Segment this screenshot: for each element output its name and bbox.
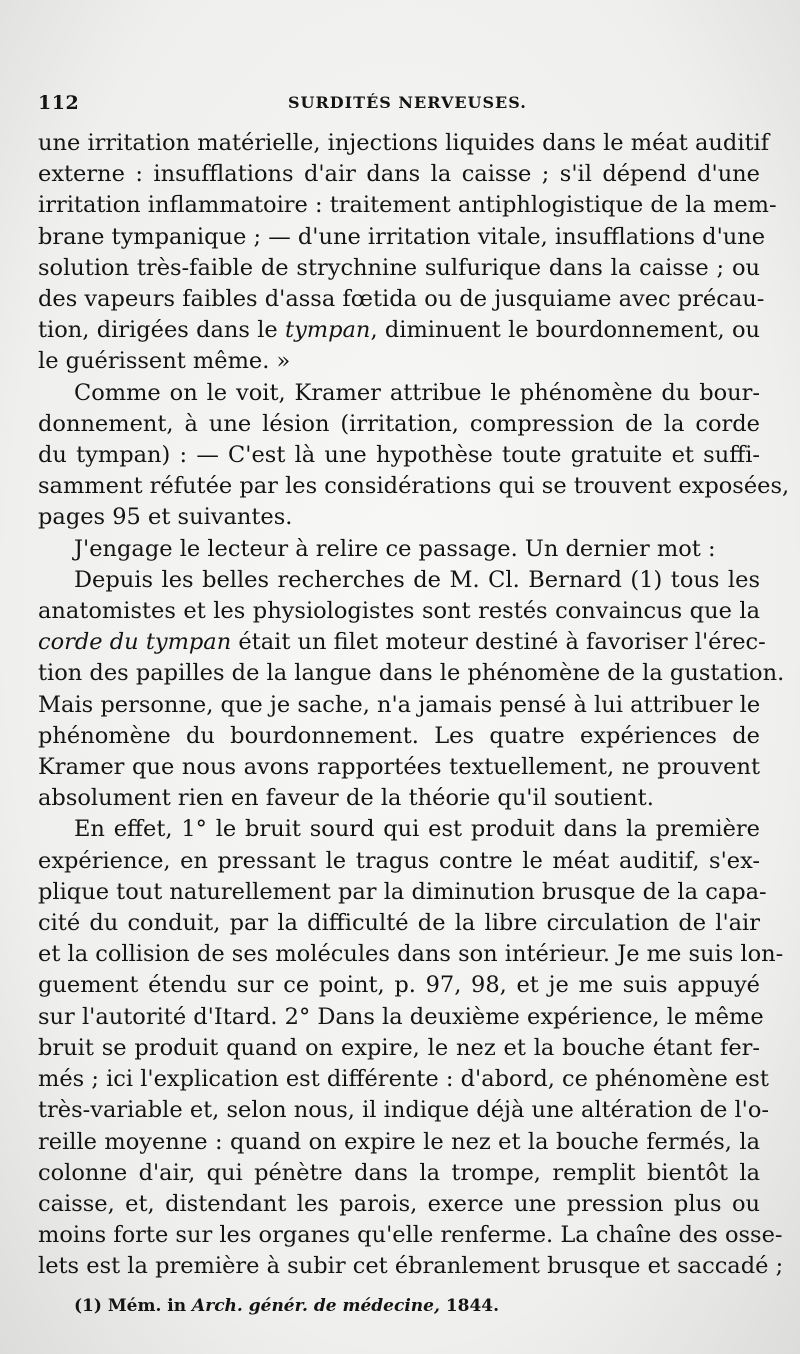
text-line: du tympan) : — C'est là une hypothèse toute gratuite et suffi- — [38, 442, 760, 469]
text-line: cité du conduit, par la difficulté de la libre circulation de l'air — [38, 910, 760, 937]
text-line: solution très-faible de strychnine sulfurique dans la caisse ; ou — [38, 254, 760, 281]
text-line: pages 95 et suivantes. — [38, 504, 293, 531]
text-line: reille moyenne : quand on expire le nez et la bouche fermés, la — [38, 1128, 760, 1155]
text-line: sur l'autorité d'Itard. 2° Dans la deuxième expérience, le même — [38, 1003, 764, 1030]
text-line: anatomistes et les physiologistes sont restés convaincus que la — [38, 598, 760, 625]
text-line: moins forte sur les organes qu'elle renferme. La chaîne des osse- — [38, 1222, 783, 1249]
footnote-journal: Arch. génér. de médecine, — [192, 1296, 440, 1316]
text-line: brane tympanique ; — d'une irritation vitale, insufflations d'une — [38, 223, 766, 250]
text-line: tion, dirigées dans le tympan, diminuent le bourdonnement, ou — [38, 317, 760, 344]
text-line: colonne d'air, qui pénètre dans la trompe, remplit bientôt la — [38, 1159, 760, 1186]
text-line: En effet, 1° le bruit sourd qui est produit dans la première — [74, 816, 760, 843]
page-number: 112 — [38, 92, 80, 114]
text-line: et la collision de ses molécules dans son intérieur. Je me suis lon- — [38, 941, 784, 968]
text-line: Comme on le voit, Kramer attribue le phénomène du bour- — [74, 379, 760, 406]
footnote-marker: (1) Mém. in — [74, 1296, 187, 1316]
text-line: plique tout naturellement par la diminution brusque de la capa- — [38, 878, 767, 905]
text-line: guement étendu sur ce point, p. 97, 98, et je me suis appuyé — [38, 972, 760, 999]
text-line: une irritation matérielle, injections liquides dans le méat auditif — [38, 130, 770, 156]
text-line: expérience, en pressant le tragus contre le méat auditif, s'ex- — [38, 847, 760, 874]
page-header — [38, 92, 758, 120]
text-line: més ; ici l'explication est différente : d'abord, ce phénomène est — [38, 1066, 769, 1093]
text-line: samment réfutée par les considérations qui se trouvent exposées, — [38, 473, 790, 500]
text-line: absolument rien en faveur de la théorie qu'il soutient. — [38, 785, 654, 812]
footnote — [74, 1296, 499, 1316]
text-line: des vapeurs faibles d'assa fœtida ou de jusquiame avec précau- — [38, 286, 765, 313]
text-line: corde du tympan était un filet moteur destiné à favoriser l'érec- — [38, 629, 766, 656]
text-line: bruit se produit quand on expire, le nez et la bouche étant fer- — [38, 1034, 760, 1061]
footnote-year: 1844. — [445, 1296, 500, 1316]
text-line: Mais personne, que je sache, n'a jamais pensé à lui attribuer le — [38, 691, 761, 718]
body-text — [38, 128, 790, 1283]
text-line: lets est la première à subir cet ébranlement brusque et saccadé ; — [38, 1253, 784, 1280]
text-line: Depuis les belles recherches de M. Cl. Bernard (1) tous les — [74, 566, 760, 593]
text-line: caisse, et, distendant les parois, exerce une pression plus ou — [38, 1190, 760, 1217]
text-line: externe : insufflations d'air dans la caisse ; s'il dépend d'une — [38, 161, 760, 188]
text-line: irritation inflammatoire : traitement antiphlogistique de la mem- — [38, 192, 777, 219]
text-line: le guérissent même. » — [38, 348, 291, 375]
text-line: donnement, à une lésion (irritation, compression de la corde — [38, 410, 760, 437]
text-line: très-variable et, selon nous, il indique déjà une altération de l'o- — [38, 1097, 769, 1124]
text-line: tion des papilles de la langue dans le phénomène de la gustation. — [38, 660, 785, 687]
text-line: phénomène du bourdonnement. Les quatre expériences de — [38, 722, 760, 749]
text-line: J'engage le lecteur à relire ce passage. Un dernier mot : — [74, 535, 716, 562]
running-title: SURDITÉS NERVEUSES. — [288, 93, 527, 112]
text-line: Kramer que nous avons rapportées textuellement, ne prouvent — [38, 754, 760, 781]
